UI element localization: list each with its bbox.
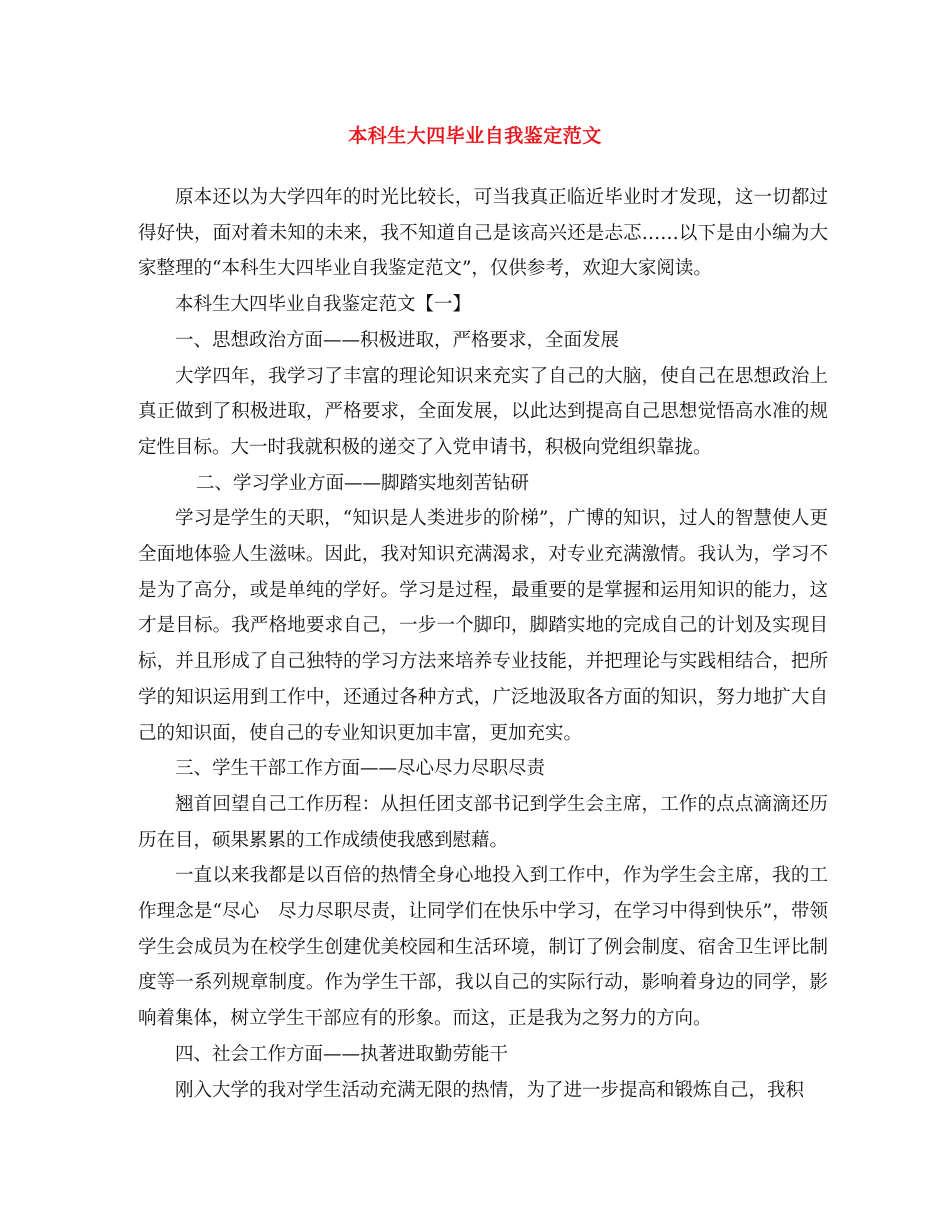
paragraph-political: 大学四年，我学习了丰富的理论知识来充实了自己的大脑，使自己在思想政治上真正做到了积极进取，严格要求，全面发展，以此达到提高自己思想觉悟高水准的规定性目标。大一时我就积极的递交了入党申请书，积极向党组织靠拢。 (138, 365, 828, 458)
section-title-one: 本科生大四毕业自我鉴定范文【一】 (175, 294, 472, 316)
paragraph-cadre-2: 一直以来我都是以百倍的热情全身心地投入到工作中，作为学生会主席，我的工作理念是“尽心 尽力尽职尽责，让同学们在快乐中学习，在学习中得到快乐”，带领学生会成员为在校学生创建优美校园和生活环境，制订了例会制度、宿舍卫生评比制度等一系列规章制度。作为学生干部，我以自己的实际行动，影响着身边的同学，影响着集体，树立学生干部应有的形象。而这，正是我为之努力的方向。 (138, 865, 828, 1030)
paragraph-study: 学习是学生的天职，“知识是人类进步的阶梯”，广博的知识，过人的智慧使人更全面地体验人生滋味。因此，我对知识充满渴求，对专业充满激情。我认为，学习不是为了高分，或是单纯的学好。学习是过程，最重要的是掌握和运用知识的能力，这才是目标。我严格地要求自己，一步一个脚印，脚踏实地的完成自己的计划及实现目标，并且形成了自己独特的学习方法来培养专业技能，并把理论与实践相结合，把所学的知识运用到工作中，还通过各种方式，广泛地汲取各方面的知识，努力地扩大自己的知识面，使自己的专业知识更加丰富，更加充实。 (138, 508, 828, 744)
heading-cadre: 三、学生干部工作方面——尽心尽力尽职尽责 (175, 758, 546, 780)
heading-social: 四、社会工作方面——执著进取勤劳能干 (175, 1043, 509, 1065)
heading-political: 一、思想政治方面——积极进取，严格要求，全面发展 (175, 329, 620, 351)
document-title: 本科生大四毕业自我鉴定范文 (348, 125, 602, 147)
heading-study: 二、学习学业方面——脚踏实地刻苦钻研 (196, 472, 530, 494)
document-body (138, 180, 828, 1108)
intro-paragraph: 原本还以为大学四年的时光比较长，可当我真正临近毕业时才发现，这一切都过得好快，面对着未知的未来，我不知道自己是该高兴还是忐忑……以下是由小编为大家整理的“本科生大四毕业自我鉴定范文”，仅供参考，欢迎大家阅读。 (138, 187, 828, 280)
paragraph-social: 刚入大学的我对学生活动充满无限的热情，为了进一步提高和锻炼自己，我积 (175, 1079, 805, 1101)
paragraph-cadre-1: 翘首回望自己工作历程：从担任团支部书记到学生会主席，工作的点点滴滴还历历在目，硕果累累的工作成绩使我感到慰藉。 (138, 793, 828, 851)
